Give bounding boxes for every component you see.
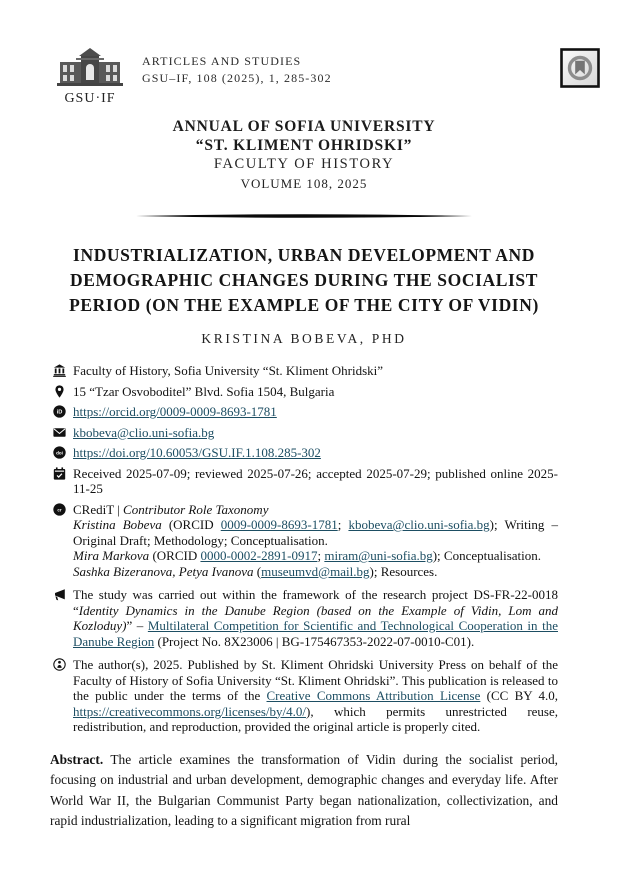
credit-author1-name: Kristina Bobeva bbox=[73, 517, 162, 532]
email-icon bbox=[53, 426, 66, 439]
article-title: INDUSTRIALIZATION, URBAN DEVELOPMENT AND DEMOGRAPHIC CHANGES DURING THE SOCIALIST PERIOD (ON THE EXAMPLE OF THE CITY OF VIDIN) bbox=[69, 245, 539, 315]
credit-icon bbox=[53, 503, 66, 516]
credit-author2-sep: ; bbox=[317, 548, 325, 563]
abstract-paragraph bbox=[50, 750, 558, 832]
issue-citation: GSU–IF, 108 (2025), 1, 285-302 bbox=[142, 71, 332, 85]
funding-text1: The study was carried out within the framework of the research project DS-FR-22-0018 “ bbox=[73, 587, 558, 618]
doi-row bbox=[50, 445, 558, 461]
email-link[interactable]: kbobeva@clio.uni-sofia.bg bbox=[73, 424, 215, 440]
funding-project-title: Identity Dynamics in the Danube Region (based on the Example of Vidin, Lom and Kozloduy) bbox=[73, 602, 558, 633]
orcid-icon bbox=[53, 405, 66, 418]
credit-author2-pre: (ORCID bbox=[149, 548, 201, 563]
author-copyright-icon bbox=[53, 658, 66, 671]
credit-author2-email-link[interactable]: miram@uni-sofia.bg bbox=[324, 548, 433, 563]
credit-author2-roles: ); Conceptualisation. bbox=[432, 548, 542, 563]
copyright-text1: The author(s), 2025. Published by St. Kliment Ohridski University Press on behalf of the Faculty of History of Sofia University “St. Kliment Ohridski”. This publication is released to the public under the terms of the bbox=[73, 657, 558, 703]
orcid-row bbox=[50, 404, 558, 420]
copyright-text2: (CC BY 4.0, bbox=[480, 688, 559, 703]
header-issue-info bbox=[142, 46, 332, 87]
page-header bbox=[50, 46, 558, 107]
funding-row bbox=[50, 587, 558, 649]
university-building-logo bbox=[57, 46, 123, 90]
cc-license-link[interactable]: Creative Commons Attribution License bbox=[266, 688, 481, 703]
credit-author3-name: Sashka Bizeranova, Petya Ivanova bbox=[73, 563, 254, 579]
funding-text3: (Project No. 8X23006 | BG-175467353-2022-07-0010-C01). bbox=[154, 633, 475, 649]
credit-author2-orcid-link[interactable]: 0000-0002-2891-0917 bbox=[200, 548, 318, 563]
article-metadata bbox=[50, 363, 558, 735]
credit-author1-sep: ; bbox=[337, 517, 349, 532]
credit-taxonomy: Contributor Role Taxonomy bbox=[123, 501, 269, 517]
cc-license-url-link[interactable]: https://creativecommons.org/licenses/by/4.0/ bbox=[73, 703, 306, 719]
publisher-logo-block bbox=[50, 46, 130, 107]
masthead-line2: “ST. KLIMENT OHRIDSKI” bbox=[195, 137, 413, 154]
article-author: KRISTINA BOBEVA, PHD bbox=[201, 331, 407, 346]
copyright-text3: ), which permits unrestricted reuse, redistribution, and reproduction, provided the original article is properly cited. bbox=[73, 703, 558, 734]
masthead-line4: VOLUME 108, 2025 bbox=[240, 176, 368, 191]
orcid-link[interactable]: https://orcid.org/0009-0009-8693-1781 bbox=[73, 404, 277, 419]
journal-bookmark-icon bbox=[560, 48, 600, 93]
masthead-line3: FACULTY OF HISTORY bbox=[213, 156, 395, 172]
credit-label: CRediT | bbox=[73, 501, 124, 517]
affiliation-row bbox=[50, 363, 558, 379]
credit-author1-email-link[interactable]: kbobeva@clio.uni-sofia.bg bbox=[348, 517, 490, 532]
masthead-line1: ANNUAL OF SOFIA UNIVERSITY bbox=[172, 118, 436, 135]
address-pin-icon bbox=[53, 385, 66, 398]
credit-author3-roles: ); Resources. bbox=[369, 563, 438, 579]
credit-author1-roles: ); Writing – Original Draft; Methodology; Conceptualisation. bbox=[73, 517, 558, 548]
email-row bbox=[50, 425, 558, 441]
institution-icon bbox=[53, 364, 66, 377]
credit-author1-pre: (ORCID bbox=[161, 517, 221, 532]
abstract-text: The article examines the transformation of Vidin during the socialist period, focusing on industrial and urban development, demographic changes and everyday life. After World War II, the Bulgarian Communist Party began nationalization, collectivization, and rapid industrialization, leading to a significant migration from rural bbox=[50, 751, 558, 828]
calendar-icon bbox=[53, 467, 66, 480]
affiliation-text: Faculty of History, Sofia University “St. Kliment Ohridski” bbox=[73, 363, 384, 378]
doi-link[interactable]: https://doi.org/10.60053/GSU.IF.1.108.285-302 bbox=[73, 445, 321, 460]
funding-text2: ” – bbox=[126, 618, 148, 633]
svg-text:iD: iD bbox=[56, 409, 63, 416]
megaphone-icon bbox=[53, 588, 66, 601]
credit-row bbox=[50, 502, 558, 580]
address-row bbox=[50, 384, 558, 400]
dates-row bbox=[50, 466, 558, 497]
funding-program-link[interactable]: Multilateral Competition for Scientific and Technological Cooperation in the Danube Region bbox=[73, 618, 558, 649]
series-title: ARTICLES AND STUDIES bbox=[142, 54, 302, 68]
abstract-label: Abstract. bbox=[50, 751, 104, 767]
svg-text:doi: doi bbox=[56, 450, 63, 456]
address-text: 15 “Tzar Osvoboditel” Blvd. Sofia 1504, Bulgaria bbox=[73, 383, 335, 399]
copyright-row bbox=[50, 657, 558, 735]
credit-author3-email-link[interactable]: museumvd@mail.bg bbox=[261, 563, 370, 579]
publisher-logo-text: GSU·IF bbox=[64, 91, 116, 106]
credit-author1-orcid-link[interactable]: 0009-0009-8693-1781 bbox=[220, 517, 338, 532]
svg-text:cr: cr bbox=[57, 506, 62, 512]
credit-author3-pre: ( bbox=[253, 563, 262, 579]
journal-masthead bbox=[50, 117, 558, 193]
doi-icon bbox=[53, 446, 66, 459]
dates-text: Received 2025-07-09; reviewed 2025-07-26; accepted 2025-07-29; published online 2025-11-25 bbox=[73, 465, 558, 496]
tapered-divider bbox=[50, 206, 558, 224]
credit-author2-name: Mira Markova bbox=[73, 548, 150, 563]
